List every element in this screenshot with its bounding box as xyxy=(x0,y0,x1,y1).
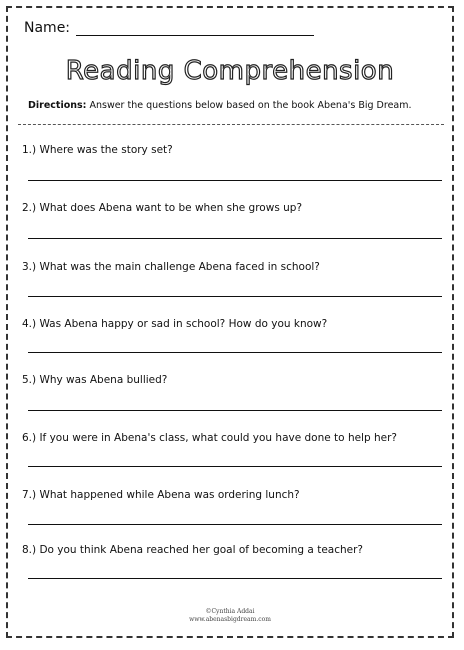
answer-line-8[interactable] xyxy=(28,578,442,579)
question-7: 7.) What happened while Abena was ordering lunch? xyxy=(22,489,300,501)
answer-line-1[interactable] xyxy=(28,180,442,181)
name-blank-line[interactable] xyxy=(76,23,314,36)
answer-line-2[interactable] xyxy=(28,238,442,239)
answer-line-3[interactable] xyxy=(28,296,442,297)
question-8: 8.) Do you think Abena reached her goal of becoming a teacher? xyxy=(22,544,363,556)
directions-divider xyxy=(18,124,444,125)
answer-line-6[interactable] xyxy=(28,466,442,467)
name-label: Name: xyxy=(24,20,71,36)
question-5: 5.) Why was Abena bullied? xyxy=(22,374,168,386)
credit-author: ©Cynthia Addai xyxy=(205,608,255,615)
credit-footer xyxy=(8,608,452,624)
worksheet-page xyxy=(6,6,454,638)
name-row xyxy=(24,20,314,36)
answer-line-4[interactable] xyxy=(28,352,442,353)
directions xyxy=(28,100,412,111)
answer-line-7[interactable] xyxy=(28,524,442,525)
directions-text: Answer the questions below based on the book Abena's Big Dream. xyxy=(86,100,412,111)
question-2: 2.) What does Abena want to be when she grows up? xyxy=(22,202,303,214)
answer-line-5[interactable] xyxy=(28,410,442,411)
question-3: 3.) What was the main challenge Abena faced in school? xyxy=(22,261,320,273)
worksheet-title: Reading Comprehension xyxy=(65,56,395,86)
question-4: 4.) Was Abena happy or sad in school? How do you know? xyxy=(22,318,328,330)
directions-label: Directions: xyxy=(28,100,87,111)
question-1: 1.) Where was the story set? xyxy=(22,144,173,156)
question-6: 6.) If you were in Abena's class, what could you have done to help her? xyxy=(22,432,397,444)
credit-website: www.abenasbigdream.com xyxy=(189,616,271,623)
